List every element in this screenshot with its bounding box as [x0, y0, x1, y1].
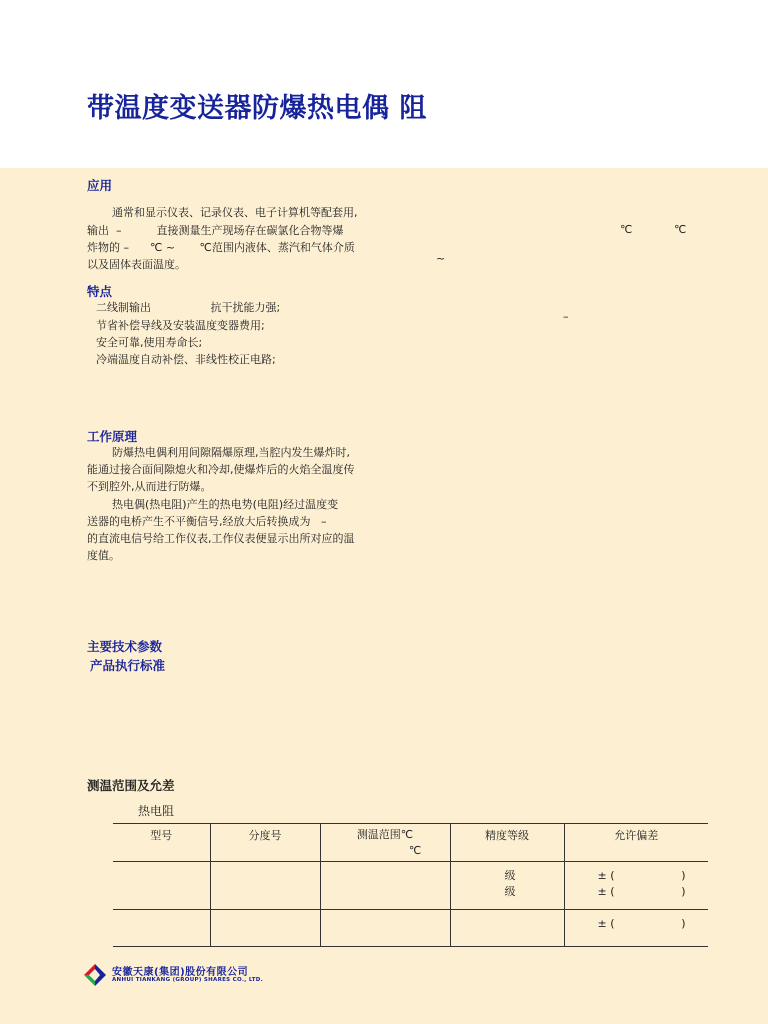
table-header-cell	[320, 824, 450, 862]
tolerance-close: )	[681, 869, 686, 882]
specs-heading: 主要技术参数	[87, 639, 163, 654]
tolerance-table	[113, 823, 708, 947]
unit-fragment: ℃	[620, 223, 633, 236]
dash-fragment: –	[563, 310, 569, 323]
unit-fragment: ℃	[674, 223, 687, 236]
table-cell	[113, 910, 210, 947]
table-cell	[320, 862, 450, 910]
feature-line: 冷端温度自动补偿、非线性校正电路;	[96, 353, 276, 366]
tilde-fragment: ~	[436, 252, 446, 265]
company-name-en: ANHUI TIANKANG (GROUP) SHARES CO., LTD.	[112, 977, 264, 983]
tolerance-line	[598, 884, 686, 900]
page-title: 带温度变送器防爆热电偶 阻	[87, 93, 427, 124]
table-cell	[450, 862, 564, 910]
tolerance-close: )	[681, 885, 686, 898]
features-heading: 特点	[87, 284, 113, 299]
table-cell	[564, 910, 708, 947]
table-row	[113, 910, 708, 947]
application-line: 以及固体表面温度。	[87, 258, 186, 271]
header-band	[0, 0, 768, 168]
principle-line: 送器的电桥产生不平衡信号,经放大后转换成为 –	[87, 515, 327, 528]
table-cell	[113, 862, 210, 910]
table-row	[113, 862, 708, 910]
grade-value: 级	[504, 869, 516, 882]
table-header-cell: 型号	[113, 824, 210, 862]
feature-line: 二线制输出 抗干扰能力强;	[96, 301, 281, 314]
principle-line: 能通过接合面间隙熄火和冷却,使爆炸后的火焰全温度传	[87, 463, 355, 476]
table-cell	[564, 862, 708, 910]
tolerance-open: ± (	[597, 869, 615, 882]
grade-value: 级	[504, 885, 516, 898]
tolerance-line	[598, 916, 686, 932]
principle-line: 的直流电信号给工作仪表,工作仪表便显示出所对应的温	[87, 532, 355, 545]
application-line: 通常和显示仪表、记录仪表、电子计算机等配套用,	[112, 206, 358, 219]
table-cell	[210, 862, 320, 910]
principle-line: 热电偶(热电阻)产生的热电势(电阻)经过温度变	[112, 498, 339, 511]
tolerance-open: ± (	[597, 885, 615, 898]
table-header-cell: 允许偏差	[564, 824, 708, 862]
application-line: 输出 – 直接测量生产现场存在碳氯化合物等爆	[87, 224, 344, 237]
table-header-cell: 精度等级	[450, 824, 564, 862]
table-header-row	[113, 824, 708, 862]
table-cell	[450, 910, 564, 947]
table-header-label: 测温范围℃	[356, 828, 414, 841]
table-cell	[320, 910, 450, 947]
range-subheading: 热电阻	[138, 804, 175, 818]
tolerance-open: ± (	[597, 917, 615, 930]
principle-heading: 工作原理	[87, 429, 138, 444]
range-unit-label: ℃	[408, 844, 422, 857]
feature-line: 安全可靠,使用寿命长;	[96, 336, 203, 349]
application-heading: 应用	[87, 178, 113, 193]
standard-heading: 产品执行标准	[90, 658, 166, 673]
principle-line: 防爆热电偶利用间隙隔爆原理,当腔内发生爆炸时,	[112, 446, 350, 459]
feature-line: 节省补偿导线及安装温度变器费用;	[96, 319, 265, 332]
table-cell	[210, 910, 320, 947]
tolerance-line	[598, 868, 686, 884]
table-header-cell: 分度号	[210, 824, 320, 862]
company-logo-icon	[83, 963, 107, 987]
tolerance-close: )	[681, 917, 686, 930]
range-heading: 测温范围及允差	[87, 778, 175, 793]
application-line: 炸物的 – ℃ ~ ℃范围内液体、蒸汽和气体介质	[87, 241, 355, 254]
principle-line: 度值。	[87, 549, 120, 562]
company-name-cn: 安徽天康(集团)股份有限公司	[112, 967, 249, 978]
principle-line: 不到腔外,从而进行防爆。	[87, 480, 212, 493]
